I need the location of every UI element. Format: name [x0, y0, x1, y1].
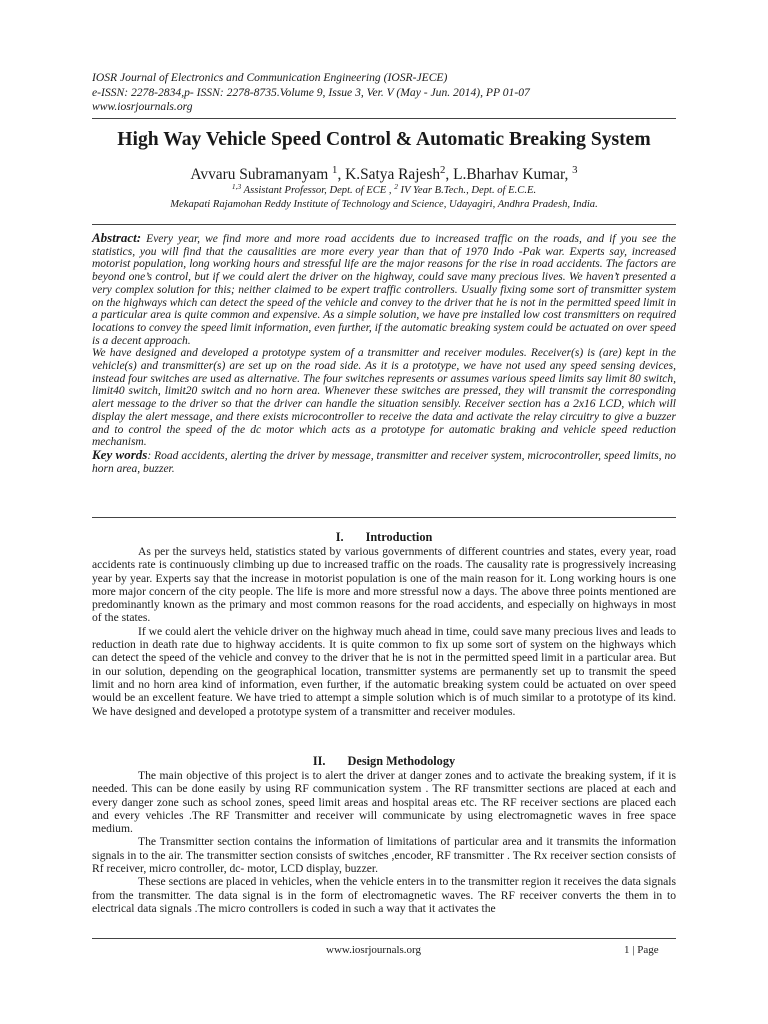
design-paragraph-2: The Transmitter section contains the information of limitations of particular area and it transmits the information signals in to the air. The transmitter section consists of switches ,encoder, RF transmitter . The Rx receiver section consists of Rf receiver, micro controller, dc- motor, LCD display, buzzer. — [92, 835, 676, 876]
abstract-block — [92, 232, 676, 475]
journal-issn: e-ISSN: 2278-2834,p- ISSN: 2278-8735.Volume 9, Issue 3, Ver. V (May - Jun. 2014), PP 01-07 — [92, 85, 530, 99]
footer-website: www.iosrjournals.org — [326, 944, 422, 956]
journal-website: www.iosrjournals.org — [92, 100, 193, 114]
paper-title: High Way Vehicle Speed Control & Automatic Breaking System — [117, 129, 651, 150]
introduction-body — [92, 545, 676, 718]
design-paragraph-1: The main objective of this project is to alert the driver at danger zones and to activate the breaking system, if it is needed. This can be done easily by using RF communication system . The RF transmitter sections are placed at each and every danger zone such as school zones, speed limit areas and hospital areas etc. The RF receiver sections are placed each and every vehicles .The RF Transmitter and receiver will communicate by using electromagnetic waves in free space medium. — [92, 769, 676, 836]
design-methodology-body — [92, 769, 676, 915]
author-3-affiliation-mark: 3 — [572, 164, 578, 177]
design-paragraph-3: These sections are placed in vehicles, when the vehicle enters in to the transmitter region it receives the data signals from the transmitter. The data signal is in the form of electromagnetic waves. The RF receiver converts the them in to electrical data signals .The micro controllers is coded in such a way that it activates the — [92, 875, 676, 915]
author-3: , L.Bharhav Kumar, — [445, 166, 573, 183]
affiliation-institute: Mekapati Rajamohan Reddy Institute of Technology and Science, Udayagiri, Andhra Pradesh, India. — [170, 199, 598, 211]
journal-header — [92, 71, 530, 115]
author-1-affiliation-mark: 1 — [332, 164, 338, 177]
footer-rule — [92, 938, 676, 939]
keywords-label: Key words — [92, 446, 148, 462]
introduction-paragraph-1: As per the surveys held, statistics stated by various governments of different countries and states, every year, road accidents rate is continuously climbing up due to increased traffic on the roads. The causality rate is progressively increasing year by year. Experts say that the increase in motorist population is one of the main reason for it. Long working hours is one more major concern of the city people. The life is more and more stressful now a days. The above three points mentioned are predominantly known as the primary and most common reasons for the road accidents, and especially on highways in most of the states. — [92, 545, 676, 625]
abstract-paragraph-2: We have designed and developed a prototype system of a transmitter and receiver modules. Receiver(s) is (are) kept in the vehicle(s) and transmitter(s) are set up on the road side. As it is a prototype, we have not used any speed sensing devices, instead four switches are used as alternative. The four switches represents or assumes various speed limits say limit 80 switch, limit40 switch, limit20 switch and no horn area. Whenever these switches are pressed, they will transmit the corresponding alert message to the driver so that the driver can handle the situation sensibly. Receiver section has a 2x16 LCD, which will display the alert message, and there exists microcontroller to receive the data and activate the relay circuitry to give a buzzer and to control the speed of the dc motor which acts as a prototype for automatic braking and vehicle speed reduction mechanism. — [92, 347, 676, 449]
journal-name: IOSR Journal of Electronics and Communication Engineering (IOSR-JECE) — [92, 71, 448, 84]
abstract-top-rule — [92, 224, 676, 225]
section-heading-design-methodology: II. Design Methodology — [312, 754, 456, 768]
author-1: Avvaru Subramanyam — [190, 166, 333, 183]
introduction-paragraph-2: If we could alert the vehicle driver on the highway much ahead in time, could save many precious lives and leads to reduction in death rate due to highway accidents. It is quite common to fix up some sort of system on the highways which can detect the speed of the vehicle and convey to the driver that he is not in the permitted speed limit in a particular area. But in our solution, depending on the geographical location, transmitter systems are permanently set up to transmit the speed limit and no horn area kind of information, even further, if the automatic breaking system could be actuated on over speed would be an excellent feature. We have tried to attempt a simple solution which is of much similar to a prototype of its kind. We have designed and developed a prototype system of a transmitter and receiver modules. — [92, 624, 676, 718]
author-2-affiliation-mark: 2 — [440, 164, 446, 177]
affiliations — [0, 181, 768, 213]
author-2: , K.Satya Rajesh — [337, 166, 441, 183]
abstract-label: Abstract: — [92, 230, 142, 245]
abstract-bottom-rule — [92, 517, 676, 518]
author-list — [0, 166, 768, 184]
abstract-paragraph-1: Abstract: Every year, we find more and more road accidents due to increased traffic on the roads, and if you see the statistics, you will find that the causalities are more every year than that of 1970 Indo -Pak war. Experts say, increased motorist population, long working hours and stressful life are the major reasons for the rise in road accidents. The factors are beyond one’s control, but if we could alert the driver on the highway, could save many precious lives. We haven’t presented a very complex solution for this; neither claimed to be expert traffic controllers. Usually fixing some sort of transmitter system on the highways which can detect the speed of the vehicle and convey to the driver that he is not in the permitted speed limit in a particular area is quite common and expensive. As a simple solution, we have pre installed low cost transmitters on required locations to convey the speed limit information, even further, if the automatic breaking system could be actuated on over speed is a decent approach. — [92, 230, 676, 347]
affiliation-line-1: $^{1,3}$ Assistant Professor, Dept. of ECE , $^2$ IV Year B.Tech., Dept. of E.C.E. — [231, 181, 537, 196]
keywords: Key words: Road accidents, alerting the driver by message, transmitter and receiver system, microcontroller, speed limits, no horn area, buzzer. — [92, 446, 677, 475]
section-heading-introduction: I. Introduction — [335, 530, 433, 544]
header-rule — [92, 118, 676, 119]
page-number: 1 | Page — [624, 944, 659, 956]
